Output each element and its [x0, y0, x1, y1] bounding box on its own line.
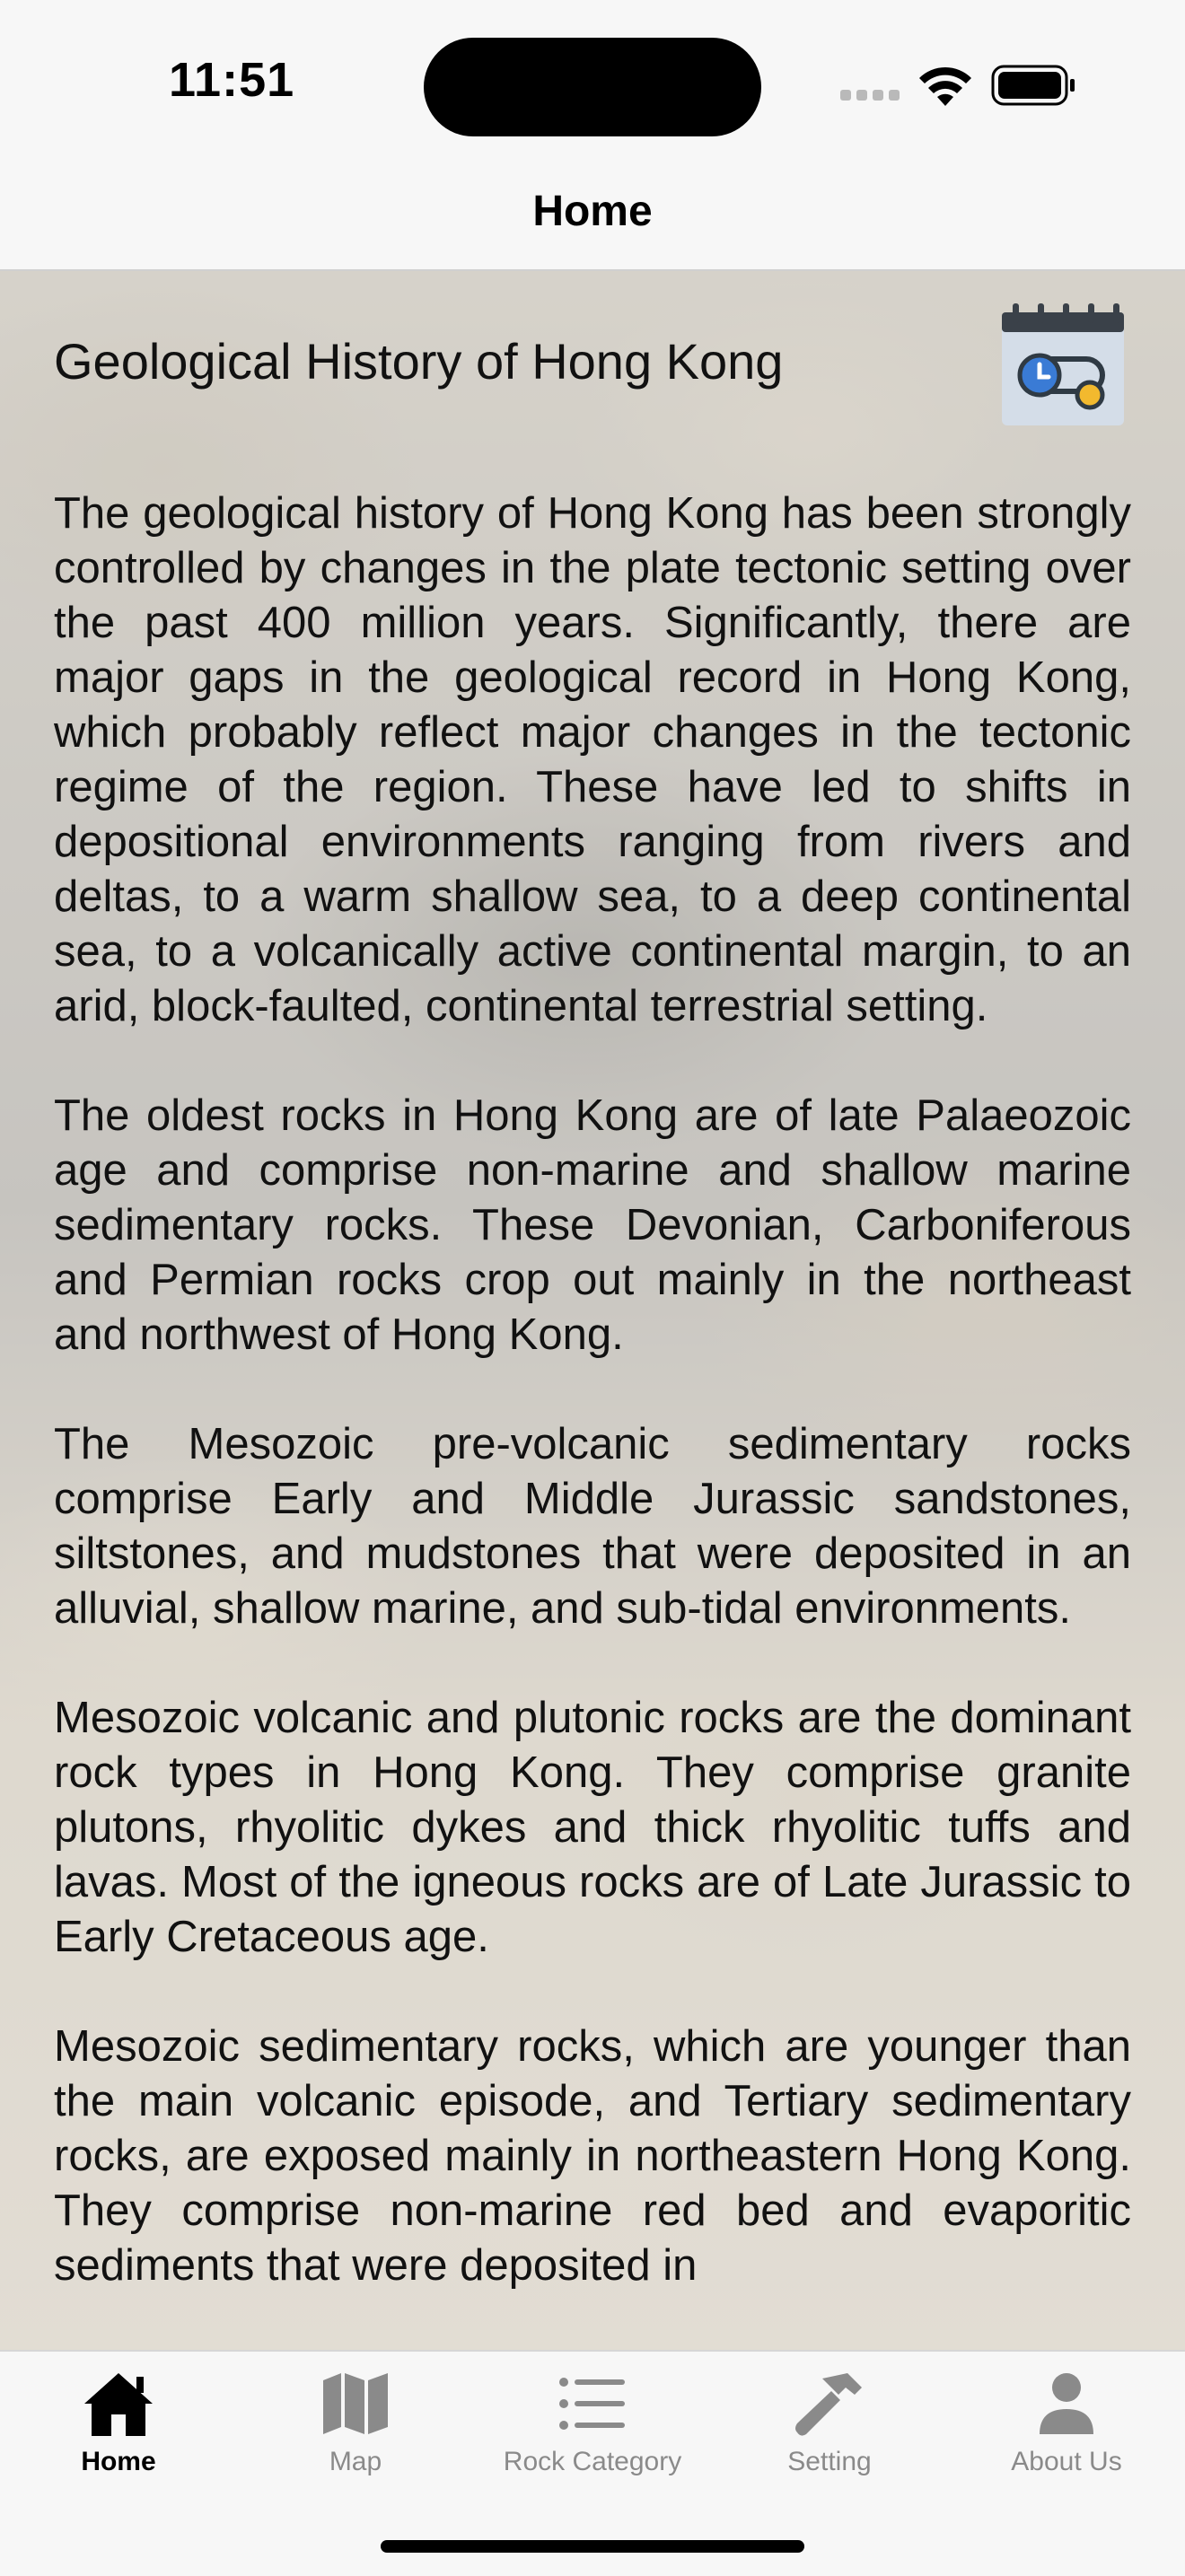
tab-rock-category-label: Rock Category [503, 2447, 682, 2476]
hammer-icon [792, 2370, 867, 2438]
tab-home-label: Home [81, 2447, 156, 2476]
article-body [54, 486, 1131, 2348]
content-scroll-area[interactable] [0, 271, 1185, 2350]
tab-about-us-label: About Us [1011, 2447, 1122, 2476]
status-time: 11:51 [169, 53, 295, 107]
article-paragraph: The geological history of Hong Kong has been strongly controlled by changes in the plate tectonic setting over the past 400 million years. Significantly, there are major gaps in the geological record in Hong Kong, which probably reflect major changes in the tectonic regime of the region. These have led to shifts in depositional environments ranging from rivers and deltas, to a warm shallow sea, to a deep continental sea, to a volcanically active continental margin, to an arid, block-faulted, continental terrestrial setting. [54, 489, 1131, 1030]
tab-map-label: Map [329, 2447, 382, 2476]
person-icon [1029, 2370, 1104, 2438]
cellular-signal-icon [840, 90, 901, 102]
tab-rock-category[interactable] [474, 2370, 711, 2504]
article-paragraph: Mesozoic sedimentary rocks, which are younger than the main volcanic episode, and Tertiary sedimentary rocks, are exposed mainly in northeastern Hong Kong. They comprise non-marine red bed and evaporitic sediments that were deposited in [54, 2022, 1131, 2290]
dynamic-island [424, 38, 761, 136]
page-title: Geological History of Hong Kong [54, 333, 784, 390]
tab-home[interactable] [0, 2370, 237, 2504]
home-indicator[interactable] [381, 2540, 804, 2553]
house-icon [81, 2370, 156, 2438]
article-paragraph: The Mesozoic pre-volcanic sedimentary rocks comprise Early and Middle Jurassic sandstones, siltstones, and mudstones that were deposited in an alluvial, shallow marine, and sub-tidal environments. [54, 1420, 1131, 1633]
article-paragraph: The oldest rocks in Hong Kong are of late Palaeozoic age and comprise non-marine and shallow marine sedimentary rocks. These Devonian, Carboniferous and Permian rocks crop out mainly in the northeast and northwest of Hong Kong. [54, 1091, 1131, 1359]
status-bar [0, 0, 1185, 171]
list-icon [555, 2370, 630, 2438]
tab-map[interactable] [237, 2370, 474, 2504]
article-paragraph: Mesozoic volcanic and plutonic rocks are the dominant rock types in Hong Kong. They comprise granite plutons, rhyolitic dykes and thick rhyolitic tuffs and lavas. Most of the igneous rocks are of Late Jurassic to Early Cretaceous age. [54, 1694, 1131, 1961]
tab-setting-label: Setting [787, 2447, 872, 2476]
calendar-timeline-icon[interactable] [1000, 302, 1126, 427]
map-icon [318, 2370, 393, 2438]
battery-icon [991, 65, 1075, 106]
tab-about-us[interactable] [948, 2370, 1185, 2504]
tab-bar [0, 2350, 1185, 2576]
tab-setting[interactable] [711, 2370, 948, 2504]
nav-title: Home [532, 188, 653, 235]
navigation-bar [0, 171, 1185, 271]
wifi-icon [917, 65, 973, 108]
